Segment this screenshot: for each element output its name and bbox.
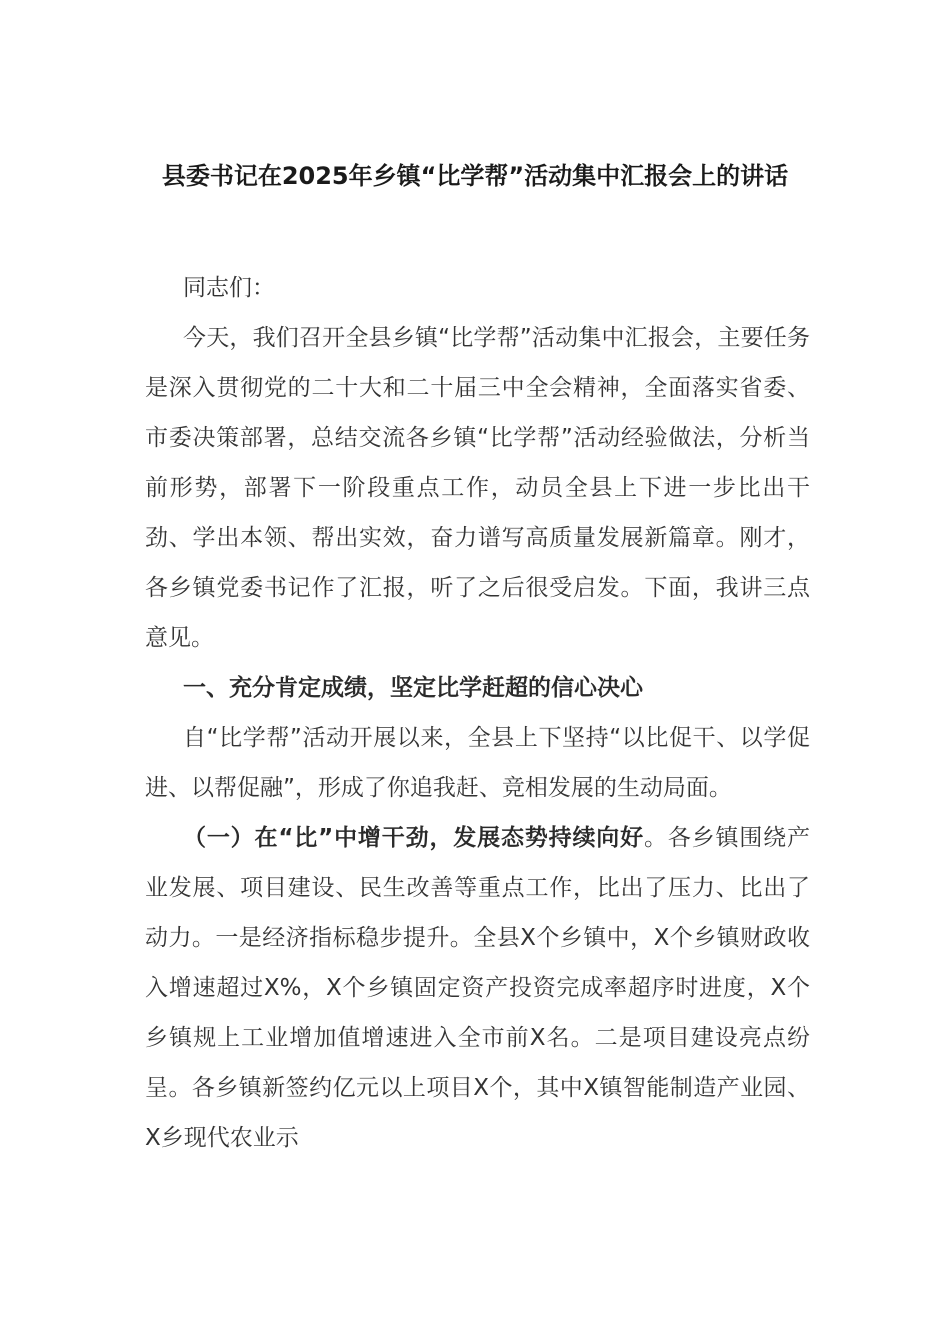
document-title: 县委书记在2025年乡镇“比学帮”活动集中汇报会上的讲话 xyxy=(161,162,789,190)
section-1-paragraph: 自“比学帮”活动开展以来，全县上下坚持“以比促干、以学促进、以帮促融”，形成了你追我赶、竞相发展的生动局面。 xyxy=(145,725,810,801)
document-body xyxy=(145,263,810,1163)
section-heading-1: 一、充分肯定成绩，坚定比学赶超的信心决心 xyxy=(183,675,643,701)
subsection-1-text: 。各乡镇围绕产业发展、项目建设、民生改善等重点工作，比出了压力、比出了动力。一是经济指标稳步提升。全县X个乡镇中，X个乡镇财政收入增速超过X%，X个乡镇固定资产投资完成率超序时进度，X个乡镇规上工业增加值增速进入全市前X名。二是项目建设亮点纷呈。各乡镇新签约亿元以上项目X个，其中X镇智能制造产业园、X乡现代农业示 xyxy=(145,825,811,1151)
salutation: 同志们： xyxy=(183,275,275,301)
intro-paragraph: 今天，我们召开全县乡镇“比学帮”活动集中汇报会，主要任务是深入贯彻党的二十大和二十届三中全会精神，全面落实省委、市委决策部署，总结交流各乡镇“比学帮”活动经验做法，分析当前形势，部署下一阶段重点工作，动员全县上下进一步比出干劲、学出本领、帮出实效，奋力谱写高质量发展新篇章。刚才，各乡镇党委书记作了汇报，听了之后很受启发。下面，我讲三点意见。 xyxy=(145,325,810,651)
subsection-1-paragraph xyxy=(145,813,810,1163)
subsection-1-lead: （一）在“比”中增干劲，发展态势持续向好 xyxy=(183,825,644,851)
